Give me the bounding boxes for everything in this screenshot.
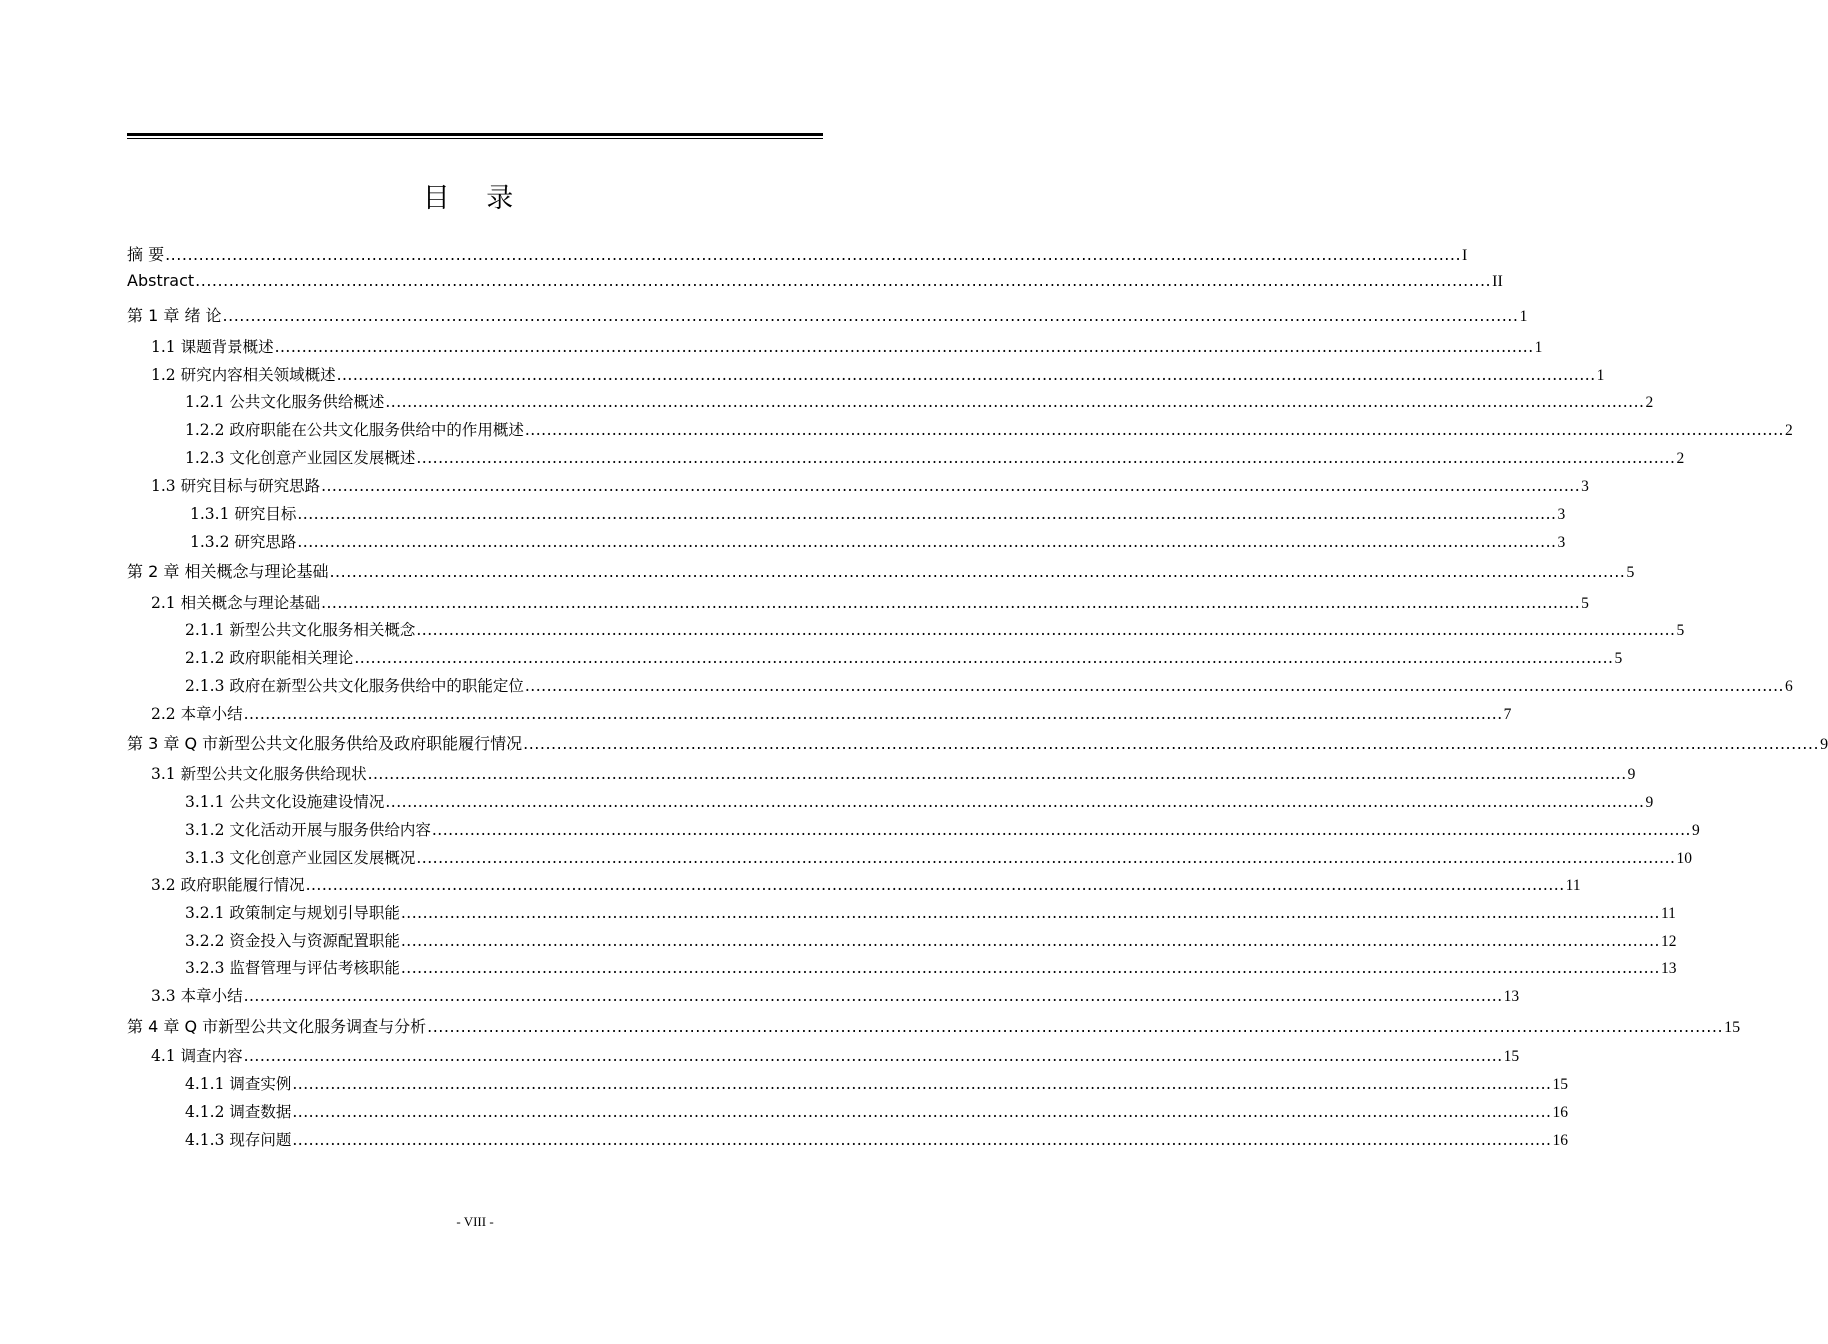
toc-page-number: 7 xyxy=(1503,706,1512,723)
toc-entry-label: 1.2.1 公共文化服务供给概述 xyxy=(185,393,385,411)
toc-page-number: 9 xyxy=(1627,766,1636,783)
toc-leader-dots: ........................................................................................................................................................................................................................................ xyxy=(354,649,1614,667)
toc-leader-dots: ........................................................................................................................................................................................................................................ xyxy=(400,932,1660,950)
toc-entry[interactable] xyxy=(151,335,1543,357)
toc-entry-label: 1.2 研究内容相关领域概述 xyxy=(151,366,336,384)
toc-entry[interactable] xyxy=(190,502,1566,524)
toc-page-number: 2 xyxy=(1645,394,1654,411)
toc-page-number: 16 xyxy=(1552,1132,1568,1149)
toc-entry[interactable] xyxy=(127,731,1828,754)
toc-leader-dots: ........................................................................................................................................................................................................................................ xyxy=(297,505,1557,523)
toc-entry[interactable] xyxy=(185,446,1685,468)
toc-entry-label: 4.1.2 调查数据 xyxy=(185,1103,292,1121)
toc-page-number: 5 xyxy=(1614,650,1623,667)
toc-entry[interactable] xyxy=(151,474,1589,496)
toc-entry[interactable] xyxy=(185,901,1676,923)
page-number-footer: - VIII - xyxy=(456,1214,494,1229)
toc-leader-dots: ........................................................................................................................................................................................................................................ xyxy=(336,366,1596,384)
toc-leader-dots: ........................................................................................................................................................................................................................................ xyxy=(416,849,1676,867)
toc-entry-label: 3.1.1 公共文化设施建设情况 xyxy=(185,793,385,811)
toc-entry-label: 3.1 新型公共文化服务供给现状 xyxy=(151,765,367,783)
toc-page-number: 6 xyxy=(1784,678,1793,695)
toc-page-number: 2 xyxy=(1676,450,1685,467)
toc-leader-dots: ........................................................................................................................................................................................................................................ xyxy=(524,677,1784,695)
toc-entry[interactable] xyxy=(185,1072,1568,1094)
toc-page-number: 11 xyxy=(1565,877,1581,894)
toc-leader-dots: ........................................................................................................................................................................................................................................ xyxy=(523,734,1820,753)
toc-page-number: 11 xyxy=(1660,905,1676,922)
toc-leader-dots: ........................................................................................................................................................................................................................................ xyxy=(321,594,1581,612)
toc-entry-label: 1.2.3 文化创意产业园区发展概述 xyxy=(185,449,416,467)
toc-entry-label: Abstract xyxy=(127,271,195,290)
toc-leader-dots: ........................................................................................................................................................................................................................................ xyxy=(243,1047,1503,1065)
toc-leader-dots: ........................................................................................................................................................................................................................................ xyxy=(195,271,1492,290)
toc-entry-label: 1.3 研究目标与研究思路 xyxy=(151,477,321,495)
toc-entry[interactable] xyxy=(185,956,1677,978)
toc-leader-dots: ........................................................................................................................................................................................................................................ xyxy=(321,477,1581,495)
toc-leader-dots: ........................................................................................................................................................................................................................................ xyxy=(222,306,1519,325)
toc-page-number: 3 xyxy=(1557,534,1566,551)
toc-leader-dots: ........................................................................................................................................................................................................................................ xyxy=(243,987,1503,1005)
toc-entry[interactable] xyxy=(190,530,1566,552)
toc-page-number: 16 xyxy=(1552,1104,1568,1121)
toc-page-number: 12 xyxy=(1660,933,1677,950)
toc-entry-label: 2.1.1 新型公共文化服务相关概念 xyxy=(185,621,416,639)
toc-page-number: I xyxy=(1462,247,1468,264)
toc-entry[interactable] xyxy=(185,646,1623,668)
toc-entry[interactable] xyxy=(127,303,1528,326)
toc-leader-dots: ........................................................................................................................................................................................................................................ xyxy=(329,562,1626,581)
toc-entry[interactable] xyxy=(151,762,1636,784)
toc-entry-label: 1.3.2 研究思路 xyxy=(190,533,297,551)
toc-entry-label: 3.2 政府职能履行情况 xyxy=(151,876,305,894)
toc-entry[interactable] xyxy=(127,1014,1741,1037)
toc-page-number: 1 xyxy=(1534,339,1543,356)
toc-leader-dots: ........................................................................................................................................................................................................................................ xyxy=(305,876,1565,894)
toc-page-number: 5 xyxy=(1626,564,1635,581)
toc-entry-label: 4.1 调查内容 xyxy=(151,1047,243,1065)
toc-leader-dots: ........................................................................................................................................................................................................................................ xyxy=(431,821,1691,839)
toc-entry-label: 1.3.1 研究目标 xyxy=(190,505,297,523)
toc-entry-label: 3.1.3 文化创意产业园区发展概况 xyxy=(185,849,416,867)
toc-leader-dots: ........................................................................................................................................................................................................................................ xyxy=(427,1017,1724,1036)
toc-entry-label: 第 3 章 Q 市新型公共文化服务供给及政府职能履行情况 xyxy=(127,734,523,753)
toc-page-number: 3 xyxy=(1581,478,1589,495)
toc-page-number: 15 xyxy=(1552,1076,1568,1093)
toc-entry-label: 3.2.1 政策制定与规划引导职能 xyxy=(185,904,400,922)
toc-entry-label: 4.1.3 现存问题 xyxy=(185,1131,292,1149)
toc-page-number: 5 xyxy=(1676,622,1685,639)
toc-entry-label: 第 1 章 绪 论 xyxy=(127,306,222,325)
toc-page-number: 15 xyxy=(1503,1048,1520,1065)
page-title: 目 录 xyxy=(422,183,528,214)
toc-entry[interactable] xyxy=(185,790,1654,812)
toc-page-number: 1 xyxy=(1596,367,1605,384)
toc-entry[interactable] xyxy=(185,1128,1568,1150)
toc-page-number: 15 xyxy=(1724,1019,1741,1036)
toc-entry[interactable] xyxy=(151,984,1520,1006)
toc-entry-label: 1.2.2 政府职能在公共文化服务供给中的作用概述 xyxy=(185,421,524,439)
toc-page-number: 9 xyxy=(1645,794,1654,811)
toc-leader-dots: ........................................................................................................................................................................................................................................ xyxy=(292,1075,1552,1093)
toc-entry[interactable] xyxy=(185,418,1793,440)
toc-entry-label: 3.2.3 监督管理与评估考核职能 xyxy=(185,959,400,977)
toc-entry-label: 3.3 本章小结 xyxy=(151,987,243,1005)
toc-entry[interactable] xyxy=(185,929,1677,951)
toc-page-number: II xyxy=(1492,273,1503,290)
toc-entry-label: 2.2 本章小结 xyxy=(151,705,243,723)
toc-leader-dots: ........................................................................................................................................................................................................................................ xyxy=(385,793,1645,811)
toc-entry[interactable] xyxy=(185,1100,1568,1122)
toc-entry[interactable] xyxy=(185,618,1685,640)
toc-entry[interactable] xyxy=(151,591,1589,613)
toc-leader-dots: ........................................................................................................................................................................................................................................ xyxy=(524,421,1784,439)
toc-page-number: 13 xyxy=(1503,988,1520,1005)
toc-entry[interactable] xyxy=(185,674,1793,696)
toc-leader-dots: ........................................................................................................................................................................................................................................ xyxy=(165,245,1462,264)
toc-entry[interactable] xyxy=(185,846,1692,868)
toc-page-number: 13 xyxy=(1660,960,1677,977)
toc-entry[interactable] xyxy=(151,1044,1520,1066)
toc-page-number: 2 xyxy=(1784,422,1793,439)
toc-entry-label: 摘 要 xyxy=(127,245,165,264)
toc-page-number: 10 xyxy=(1676,850,1692,867)
toc-page-number: 1 xyxy=(1519,308,1528,325)
toc-leader-dots: ........................................................................................................................................................................................................................................ xyxy=(400,904,1660,922)
toc-leader-dots: ........................................................................................................................................................................................................................................ xyxy=(274,338,1534,356)
toc-entry[interactable] xyxy=(151,363,1605,385)
toc-entry[interactable] xyxy=(151,702,1512,724)
toc-entry[interactable] xyxy=(185,818,1700,840)
toc-page-number: 3 xyxy=(1557,506,1566,523)
toc-entry[interactable] xyxy=(127,242,1468,265)
toc-page-number: 9 xyxy=(1691,822,1700,839)
toc-leader-dots: ........................................................................................................................................................................................................................................ xyxy=(243,705,1503,723)
toc-entry-label: 第 2 章 相关概念与理论基础 xyxy=(127,562,329,581)
toc-entry[interactable] xyxy=(127,271,1503,291)
toc-leader-dots: ........................................................................................................................................................................................................................................ xyxy=(416,621,1676,639)
toc-leader-dots: ........................................................................................................................................................................................................................................ xyxy=(292,1131,1552,1149)
toc-page-number: 5 xyxy=(1581,595,1589,612)
toc-entry-label: 2.1.3 政府在新型公共文化服务供给中的职能定位 xyxy=(185,677,524,695)
toc-leader-dots: ........................................................................................................................................................................................................................................ xyxy=(385,393,1645,411)
toc-entry-label: 3.2.2 资金投入与资源配置职能 xyxy=(185,932,400,950)
toc-leader-dots: ........................................................................................................................................................................................................................................ xyxy=(400,959,1660,977)
toc-entry-label: 2.1 相关概念与理论基础 xyxy=(151,594,321,612)
toc-entry-label: 2.1.2 政府职能相关理论 xyxy=(185,649,354,667)
toc-leader-dots: ........................................................................................................................................................................................................................................ xyxy=(297,533,1557,551)
toc-entry-label: 3.1.2 文化活动开展与服务供给内容 xyxy=(185,821,431,839)
toc-entry[interactable] xyxy=(185,390,1654,412)
toc-entry[interactable] xyxy=(151,873,1581,895)
toc-leader-dots: ........................................................................................................................................................................................................................................ xyxy=(292,1103,1552,1121)
toc-entry-label: 第 4 章 Q 市新型公共文化服务调查与分析 xyxy=(127,1017,427,1036)
toc-leader-dots: ........................................................................................................................................................................................................................................ xyxy=(367,765,1627,783)
toc-leader-dots: ........................................................................................................................................................................................................................................ xyxy=(416,449,1676,467)
toc-entry-label: 4.1.1 调查实例 xyxy=(185,1075,292,1093)
toc-page-number: 9 xyxy=(1820,736,1828,753)
toc-entry-label: 1.1 课题背景概述 xyxy=(151,338,274,356)
toc-entry[interactable] xyxy=(127,559,1635,582)
